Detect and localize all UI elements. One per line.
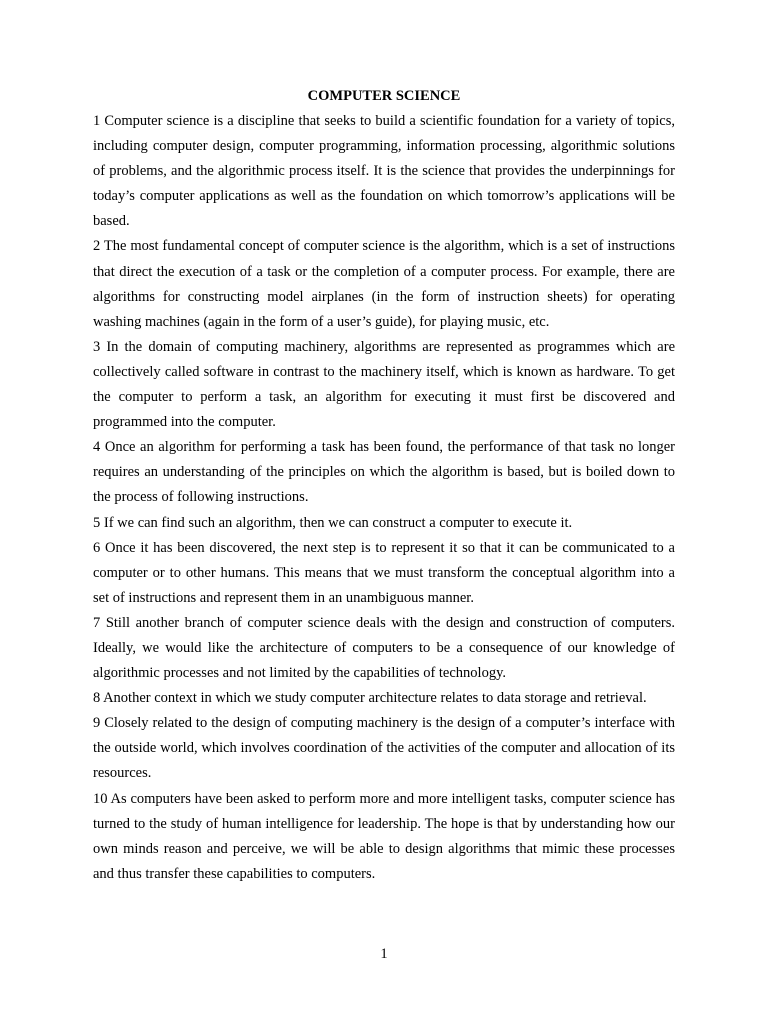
paragraph-1: 1 Computer science is a discipline that seeks to build a scientific foundation for a variety of topics, including computer design, computer programming, information processing, algorithmic solutions of problems, and the algorithmic process itself. It is the science that provides the underpinnings for today’s computer applications as well as the foundation on which tomorrow’s applications will be based.: [93, 113, 675, 230]
paragraph-3: 3 In the domain of computing machinery, algorithms are represented as programmes which are collectively called software in contrast to the machinery itself, which is known as hardware. To get the computer to perform a task, an algorithm for executing it must first be discovered and programmed into the computer.: [93, 338, 675, 431]
page-title: COMPUTER SCIENCE: [307, 88, 461, 104]
paragraph-2: 2 The most fundamental concept of computer science is the algorithm, which is a set of instructions that direct the execution of a task or the completion of a computer process. For example, there are algorithms for constructing model airplanes (in the form of instruction sheets) for operating washing machines (again in the form of a user’s guide), for playing music, etc.: [93, 238, 675, 330]
paragraph-5: 5 If we can find such an algorithm, then we can construct a computer to execute it.: [93, 514, 573, 531]
paragraph-7: 7 Still another branch of computer science deals with the design and construction of computers. Ideally, we would like the architecture of computers to be a consequence of our knowledge of algorithmic processes and not limited by the capabilities of technology.: [93, 614, 675, 682]
page-number: 1: [380, 946, 388, 962]
paragraph-6: 6 Once it has been discovered, the next step is to represent it so that it can be communicated to a computer or to other humans. This means that we must transform the conceptual algorithm into a set of instructions and represent them in an unambiguous manner.: [93, 539, 675, 606]
paragraph-8: 8 Another context in which we study computer architecture relates to data storage and retrieval.: [93, 690, 647, 707]
paragraph-10: 10 As computers have been asked to perform more and more intelligent tasks, computer science has turned to the study of human intelligence for leadership. The hope is that by understanding how our own minds reason and perceive, we will be able to design algorithms that mimic these processes and thus transfer these capabilities to computers.: [93, 790, 675, 882]
document-body: [93, 109, 675, 887]
paragraph-9: 9 Closely related to the design of computing machinery is the design of a computer’s interface with the outside world, which involves coordination of the activities of the computer and allocation of its resources.: [93, 715, 675, 782]
paragraph-4: 4 Once an algorithm for performing a task has been found, the performance of that task no longer requires an understanding of the principles on which the algorithm is based, but is boiled down to the process of following instructions.: [93, 439, 675, 506]
